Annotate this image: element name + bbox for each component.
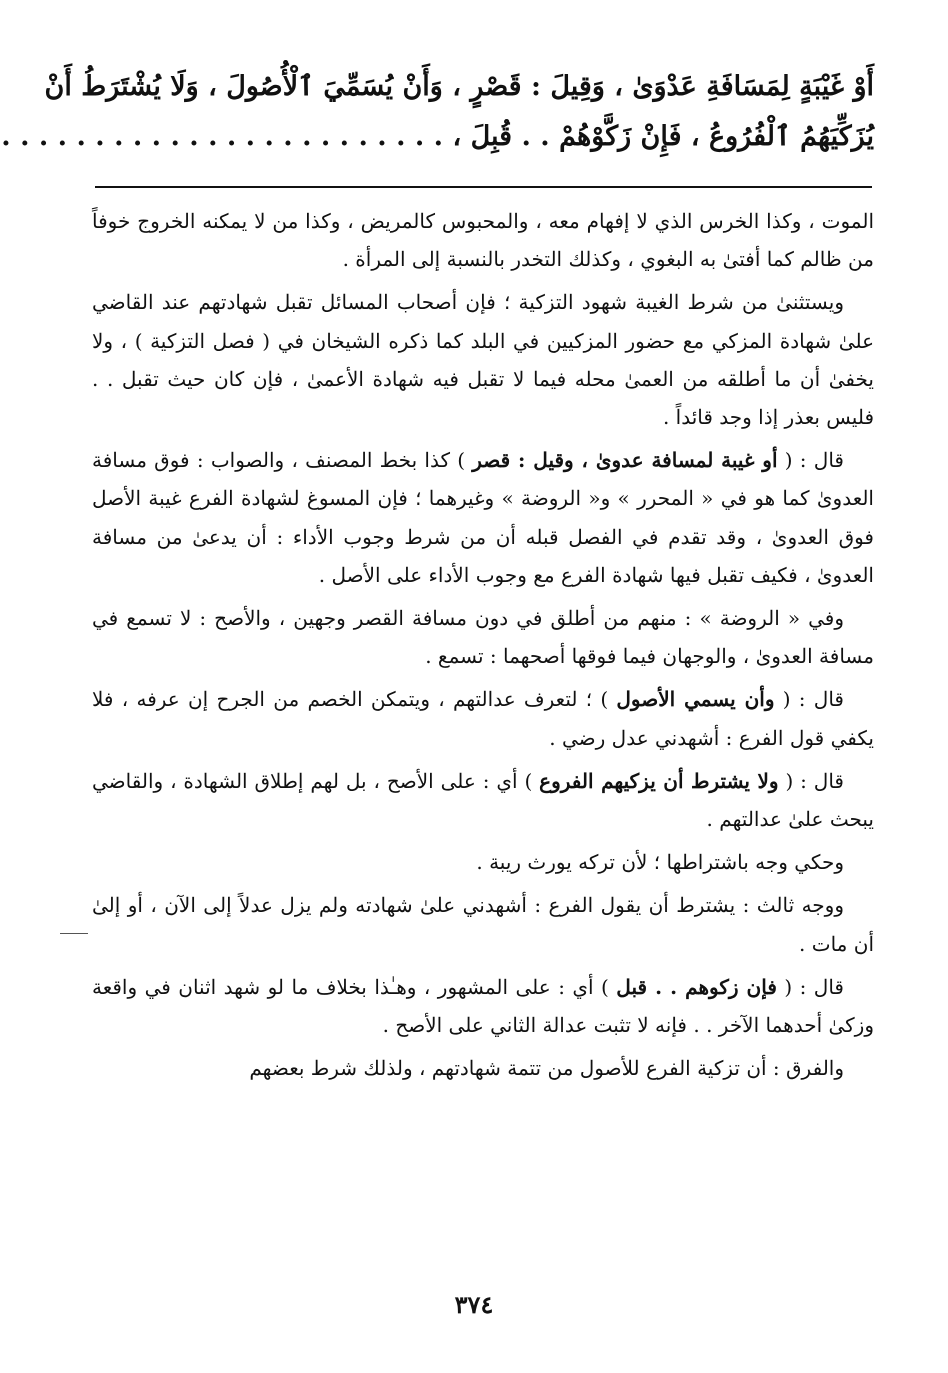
commentary-paragraph-10: والفرق : أن تزكية الفرع للأصول من تتمة شهادتهم ، ولذلك شرط بعضهم (249, 1056, 844, 1081)
commentary-rest: ) أي : على المشهور ، وهـٰذا بخلاف ما لو شهد اثنان في واقعة وزكىٰ أحدهما الآخر . . فإنه لا تثبت عدالة الثاني على الأصح . (92, 974, 874, 1038)
page-number: ٣٧٤ (454, 1290, 494, 1319)
matn-text (1, 62, 874, 162)
commentary-paragraph-9 (92, 968, 874, 1044)
qala-lead: قال : ( (776, 974, 844, 999)
matn-line-1: أَوْ غَيْبَةٍ لِمَسَافَةِ عَدْوَىٰ ، وَقِيلَ : قَصْرٍ ، وَأَنْ يُسَمِّيَ ٱلْأُصُولَ ، وَلَا يُشْتَرَطُ أَنْ (44, 71, 874, 102)
qala-lead: قال : ( (778, 768, 844, 793)
commentary-paragraph-3 (92, 441, 874, 594)
commentary-paragraph-5 (92, 680, 874, 756)
commentary-paragraph-2: ويستثنىٰ من شرط الغيبة شهود التزكية ؛ فإن أصحاب المسائل تقبل شهادتهم عند القاضي علىٰ شهادة المزكي مع حضور المزكيين في البلد كما ذكره الشيخان في ( فصل التزكية ) ، ولا يخفىٰ أن ما أطلقه من العمىٰ محله فيما لا تقبل فيه شهادة الأعمىٰ ، فإن كان حيث تقبل . . فليس بعذر إذا وجد قائداً . (92, 290, 874, 430)
margin-mark (60, 933, 88, 934)
matn-quote: ولا يشترط أن يزكيهم الفروع (539, 768, 779, 793)
commentary-paragraph-4: وفي « الروضة » : منهم من أطلق في دون مسافة القصر وجهين ، والأصح : لا تسمع في مسافة العدوىٰ ، والوجهان فيما فوقها أصحهما : تسمع . (92, 606, 874, 669)
commentary-rest: ) ؛ لتعرف عدالتهم ، ويتمكن الخصم من الجرح إن عرفه ، فلا يكفي قول الفرع : أشهدني عدل رضي . (92, 687, 874, 750)
matn-divider (95, 186, 872, 188)
matn-quote: فإن زكوهم . . قبل (616, 974, 777, 999)
qala-lead: قال : ( (777, 448, 844, 473)
matn-line-2: يُزَكِّيَهُمُ ٱلْفُرُوعُ ، فَإِنْ زَكَّوْهُمْ . . قُبِلَ ، . . . . . . . . . . . . . . . . . . . . . . . . (1, 121, 874, 152)
commentary-text (92, 202, 874, 1092)
qala-lead: قال : ( (774, 687, 844, 712)
commentary-paragraph-1: الموت ، وكذا الخرس الذي لا إفهام معه ، والمحبوس كالمريض ، وكذا من لا يمكنه الخروج خوفاً من ظالم كما أفتىٰ به البغوي ، وكذلك التخدر بالنسبة إلى المرأة . (92, 209, 874, 272)
commentary-paragraph-8: ووجه ثالث : يشترط أن يقول الفرع : أشهدني علىٰ شهادته ولم يزل عدلاً إلى الآن ، أو إلىٰ أن مات . (92, 893, 874, 956)
commentary-paragraph-6 (92, 762, 874, 838)
commentary-rest: ) كذا بخط المصنف ، والصواب : فوق مسافة العدوىٰ كما هو في « المحرر » و« الروضة » وغيرهما ؛ فإن المسوغ لشهادة الفرع غيبة الأصل فوق العدوىٰ ، وقد تقدم في الفصل قبله أن من شرط وجوب الأداء : أن يدعىٰ من مسافة العدوىٰ ، فكيف تقبل فيها شهادة الفرع مع وجوب الأداء على الأصل . (92, 448, 874, 587)
matn-quote: وأن يسمي الأصول (616, 687, 775, 712)
commentary-paragraph-7: وحكي وجه باشتراطها ؛ لأن تركه يورث ريبة . (476, 850, 844, 875)
commentary-rest: ) أي : على الأصح ، بل لهم إطلاق الشهادة ، والقاضي يبحث علىٰ عدالتهم . (92, 768, 874, 832)
matn-quote: أو غيبة لمسافة عدوىٰ ، وقيل : قصر (472, 448, 778, 473)
